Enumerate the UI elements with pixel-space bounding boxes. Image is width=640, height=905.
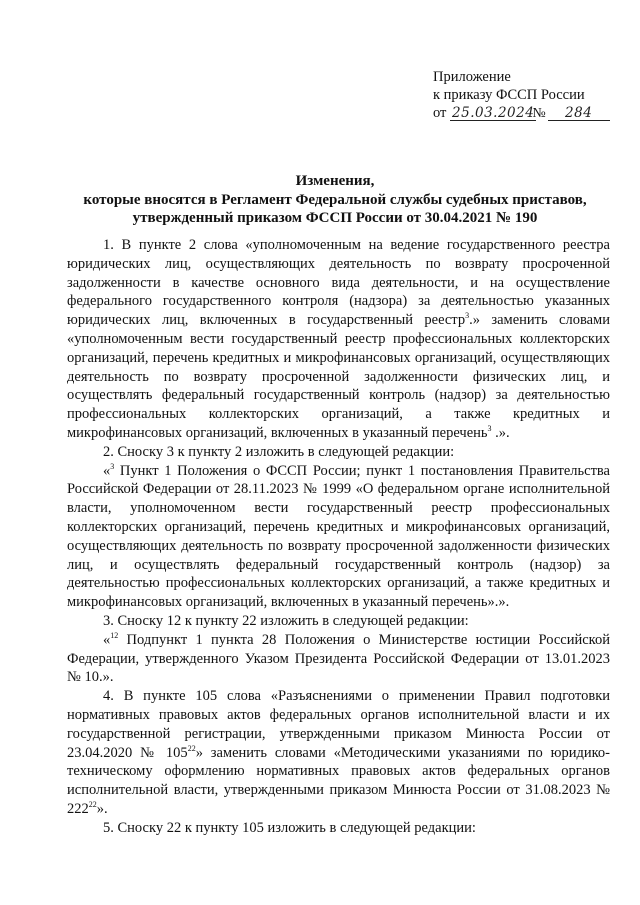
paragraph-5: [67, 631, 610, 687]
footnote-ref: 3: [110, 461, 115, 471]
number-sign: №: [532, 106, 546, 121]
document-body: [67, 236, 610, 838]
paragraph-7: 5. Сноску 22 к пункту 105 изложить в следующей редакции:: [103, 819, 476, 836]
footnote-ref: 3: [465, 311, 470, 321]
paragraph-1: [67, 236, 610, 443]
attachment-order-ref: к приказу ФССП России: [433, 87, 585, 103]
footnote-ref: 3: [487, 424, 492, 434]
paragraph-1-text-b: .» заменить словами «уполномоченным вести государственный реестр профессиональных коллекторских организаций, перечень кредитных и микрофинансовых организаций, осуществляющих деятельность по возврату просроченной задолженности физических лиц, и осуществлять федеральный государственный контроль (надзор) за деятельностью профессиональных коллекторских организаций, а также кредитных и микрофинансовых организаций, включенных в указанный перечень: [67, 312, 610, 441]
paragraph-5-open-quote: «: [103, 631, 111, 648]
handwritten-date: 25.03.2024: [452, 105, 535, 121]
document-title: [60, 172, 610, 228]
attachment-date-line: [433, 104, 613, 123]
footnote-ref: 22: [88, 800, 97, 810]
paragraph-1-text-a: 1. В пункте 2 слова «уполномоченным на ведение государственного реестра юридических лиц, осуществляющих деятельность по возврату просроченной задолженности в качестве основного вида деятельности, и на осуществление федерального государственного контроля (надзора) за деятельностью указанных юридических лиц, включенных в государственный реестр: [67, 237, 610, 329]
title-line-2: которые вносятся в Регламент Федеральной службы судебных приставов,: [83, 191, 587, 208]
paragraph-5-text: Подпункт 1 пункта 28 Положения о Министерстве юстиции Российской Федерации, утвержденного Указом Президента Российской Федерации от 13.01.2023 № 10.».: [67, 631, 610, 686]
paragraph-3-text: Пункт 1 Положения о ФССП России; пункт 1 постановления Правительства Российской Федерации от 28.11.2023 № 1999 «О федеральном органе исполнительной власти, уполномоченном вести государственный реестр профессиональных коллекторских организаций, перечень кредитных и микрофинансовых организаций, осуществляющих деятельность по возврату просроченной задолженности физических лиц, и осуществлять федеральный государственный контроль (надзор) за деятельностью профессиональных коллекторских организаций, а также кредитных и микрофинансовых организаций, включенных в указанный перечень».».: [67, 462, 610, 611]
paragraph-6-text-a: 4. В пункте 105 слова «Разъяснениями о применении Правил подготовки нормативных правовых актов федеральных органов исполнительной власти и их государственной регистрации, утвержденными приказом Минюста России от 23.04.2020 № 105: [67, 688, 610, 761]
attachment-label: Приложение: [433, 69, 511, 85]
paragraph-3: [67, 462, 610, 612]
attachment-from-prefix: от: [433, 105, 447, 121]
paragraph-4: 3. Сноску 12 к пункту 22 изложить в следующей редакции:: [103, 612, 469, 629]
attachment-block: [433, 68, 613, 123]
paragraph-1-text-c: .».: [491, 424, 510, 441]
title-line-3: утвержденный приказом ФССП России от 30.04.2021 № 190: [132, 210, 538, 226]
paragraph-3-open-quote: «: [103, 462, 111, 479]
handwritten-number: 284: [548, 106, 610, 121]
title-line-1: Изменения,: [295, 173, 375, 189]
paragraph-2: 2. Сноску 3 к пункту 2 изложить в следующей редакции:: [103, 443, 455, 460]
paragraph-6-text-c: ».: [96, 800, 108, 817]
footnote-ref: 22: [187, 743, 196, 753]
paragraph-6-text-b: » заменить словами «Методическими указаниями по юридико-техническому оформлению нормативных правовых актов федеральных органов исполнительной власти, утвержденными приказом Минюста России от 31.08.2023 № 222: [67, 744, 610, 817]
footnote-ref: 12: [110, 630, 119, 640]
paragraph-6: [67, 687, 610, 819]
